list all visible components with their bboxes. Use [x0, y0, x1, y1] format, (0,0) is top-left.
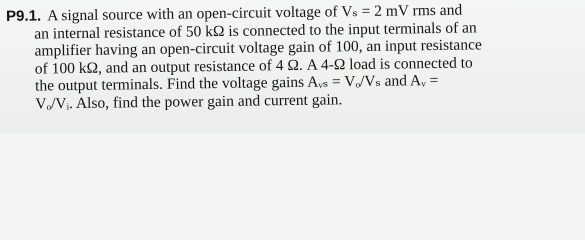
problem-line-6: Vₒ/Vᵢ. Also, find the power gain and current gain.: [35, 91, 343, 113]
problem-line-4: of 100 kΩ, and an output resistance of 4 Ω. A 4-Ω load is connected to: [34, 54, 473, 78]
problem-block: [6, 0, 579, 114]
problem-line-3: amplifier having an open-circuit voltage gain of 100, an input resistance: [34, 36, 482, 60]
problem-number: P9.1.: [6, 7, 42, 25]
problem-line-2: an internal resistance of 50 kΩ is connected to the input terminals of an: [34, 19, 477, 43]
problem-line-5: the output terminals. Find the voltage gains Aᵥₛ = Vₒ/Vₛ and Aᵥ =: [34, 72, 439, 95]
problem-text-line: A signal source with an open-circuit voltage of Vₛ = 2 mV rms and: [47, 1, 463, 25]
